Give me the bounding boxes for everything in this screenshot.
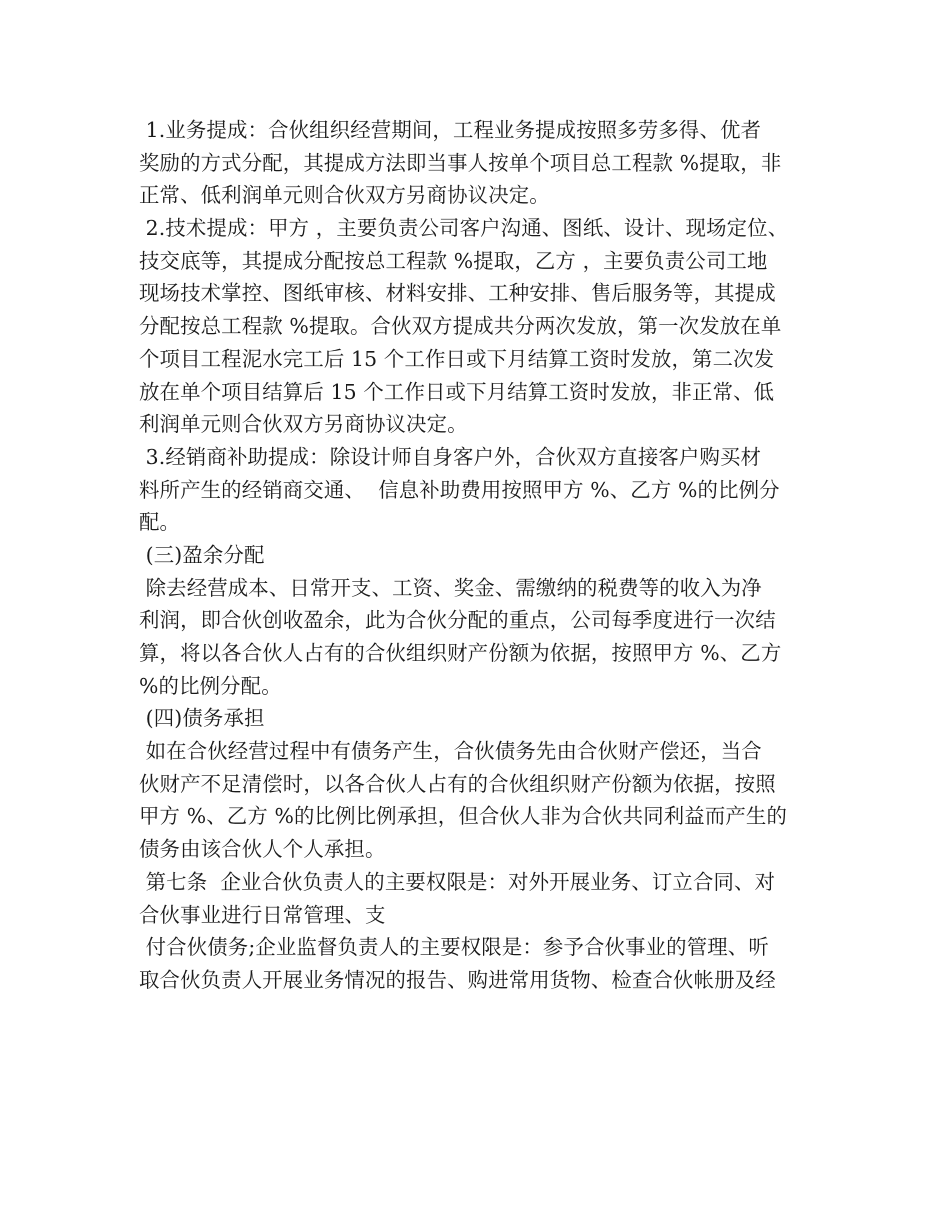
document-page (139, 114, 839, 997)
text-line: 正常、低利润单元则合伙双方另商协议决定。 (139, 183, 550, 208)
text-line: 合伙事业进行日常管理、支 (139, 902, 386, 927)
text-line: %的比例分配。 (139, 673, 282, 698)
section-heading: (三)盈余分配 (139, 542, 265, 567)
text-line: 伙财产不足清偿时，以各合伙人占有的合伙组织财产份额为依据，按照 (139, 771, 776, 796)
text-line: 配。 (139, 510, 181, 535)
text-line: 取合伙负责人开展业务情况的报告、购进常用货物、检查合伙帐册及经 (139, 967, 776, 992)
text-line: 2.技术提成：甲方 ，主要负责公司客户沟通、图纸、设计、现场定位、 (139, 216, 789, 241)
text-line: 3.经销商补助提成：除设计师自身客户外，合伙双方直接客户购买材 (139, 444, 762, 469)
text-line: 分配按总工程款 %提取。合伙双方提成共分两次发放，第一次发放在单 (139, 314, 782, 339)
text-line: 付合伙债务;企业监督负责人的主要权限是：参予合伙事业的管理、听 (139, 935, 769, 960)
text-line: 利润单元则合伙双方另商协议决定。 (139, 412, 468, 437)
text-line: 个项目工程泥水完工后 15 个工作日或下月结算工资时发放，第二次发 (139, 346, 775, 371)
text-line: 债务由该合伙人个人承担。 (139, 837, 386, 862)
text-line: 第七条 企业合伙负责人的主要权限是：对外开展业务、订立合同、对 (139, 869, 776, 894)
text-line: 算，将以各合伙人占有的合伙组织财产份额为依据，按照甲方 %、乙方 (139, 641, 782, 665)
text-line: 甲方 %、乙方 %的比例比例承担，但合伙人非为合伙共同利益而产生的 (139, 804, 787, 829)
text-line: 放在单个项目结算后 15 个工作日或下月结算工资时发放，非正常、低 (139, 379, 775, 404)
text-line: 利润，即合伙创收盈余，此为合伙分配的重点，公司每季度进行一次结 (139, 608, 776, 633)
text-line: 现场技术掌控、图纸审核、材料安排、工种安排、售后服务等，其提成 (139, 281, 776, 306)
text-line: 1.业务提成：合伙组织经营期间，工程业务提成按照多劳多得、优者 (139, 118, 762, 142)
text-line: 如在合伙经营过程中有债务产生，合伙债务先由合伙财产偿还，当合 (139, 739, 762, 764)
section-heading: (四)债务承担 (139, 706, 265, 731)
text-line: 技交底等，其提成分配按总工程款 %提取，乙方 ，主要负责公司工地 (139, 248, 768, 273)
text-line: 除去经营成本、日常开支、工资、奖金、需缴纳的税费等的收入为净 (139, 575, 762, 600)
text-line: 奖励的方式分配，其提成方法即当事人按单个项目总工程款 %提取，非 (139, 150, 782, 175)
text-line: 料所产生的经销商交通、 信息补助费用按照甲方 %、乙方 %的比例分 (139, 477, 780, 502)
